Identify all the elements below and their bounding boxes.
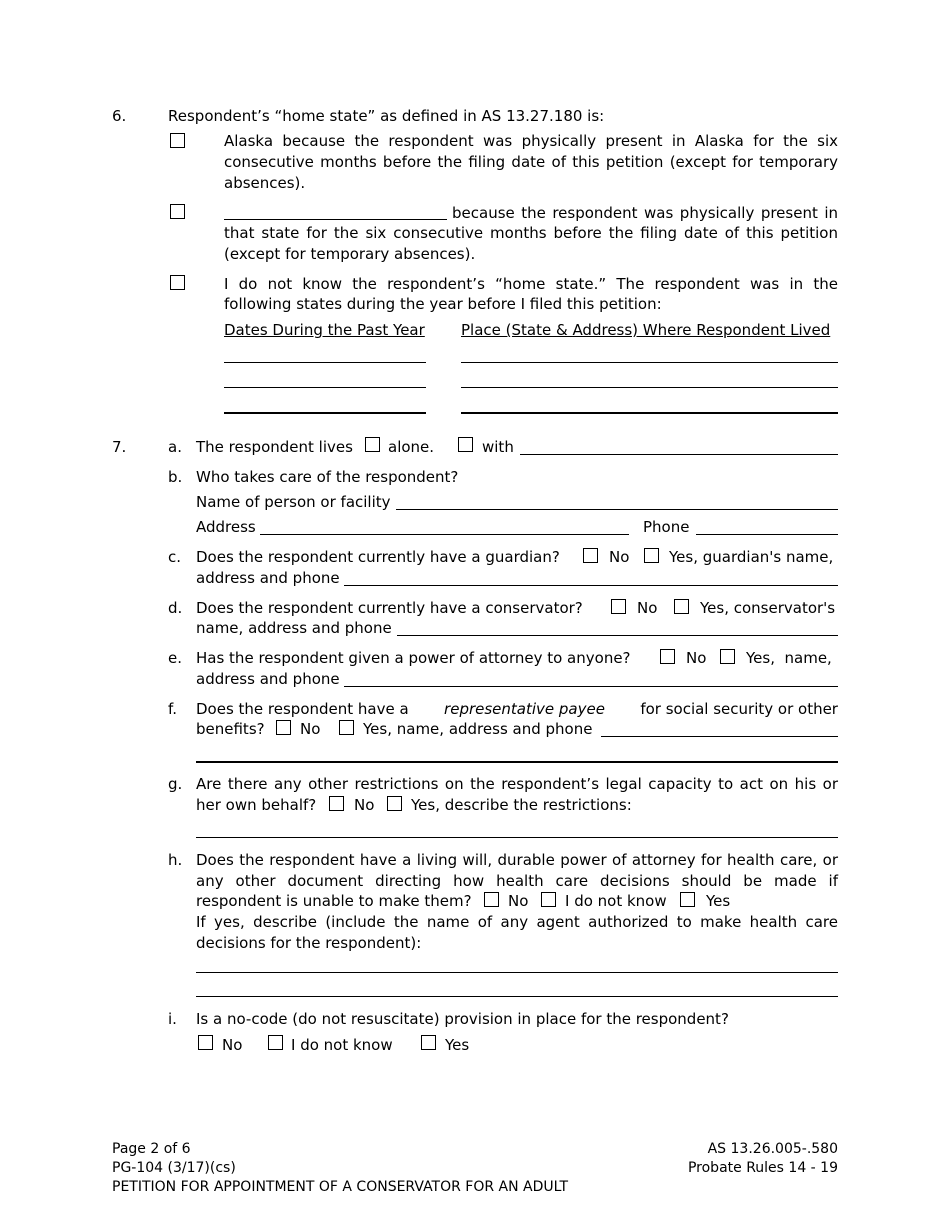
q6-dates-field-3[interactable] xyxy=(224,412,426,414)
q6-opt2-line3: (except for temporary absences). xyxy=(224,245,476,263)
q6-other-state-checkbox[interactable] xyxy=(170,204,185,219)
q7g-yes-checkbox[interactable] xyxy=(387,796,402,811)
q7d-line2: name, address and phone xyxy=(196,619,392,637)
footer-rules: Probate Rules 14 - 19 xyxy=(687,1160,838,1176)
q7e-no-checkbox[interactable] xyxy=(660,649,675,664)
q7a-with-field[interactable] xyxy=(520,454,838,455)
q7b-phone-label: Phone xyxy=(643,518,690,536)
footer-statute: AS 13.26.005-.580 xyxy=(707,1141,838,1157)
q7h-line3: respondent is unable to make them? xyxy=(196,892,472,910)
q7i-no-checkbox[interactable] xyxy=(198,1035,213,1050)
q7h-line5: decisions for the respondent): xyxy=(196,934,422,952)
q7h-line1: Does the respondent have a living will, durable power of attorney for health care, or xyxy=(196,851,838,869)
q6-unknown-checkbox[interactable] xyxy=(170,275,185,290)
q7c-yes-label: Yes, guardian's name, xyxy=(669,548,834,566)
q7d-text: Does the respondent currently have a conservator? xyxy=(196,599,583,617)
q7h-dont-know-label: I do not know xyxy=(565,892,667,910)
q7b-address-label: Address xyxy=(196,518,256,536)
q6-col-dates-header: Dates During the Past Year xyxy=(224,321,425,339)
q7c-yes-checkbox[interactable] xyxy=(644,548,659,563)
q7d-yes-checkbox[interactable] xyxy=(674,599,689,614)
q6-col-place-header: Place (State & Address) Where Respondent Lived xyxy=(461,321,831,339)
q6-opt3-line2: following states during the year before I filed this petition: xyxy=(224,295,662,313)
q7g-no-label: No xyxy=(354,796,375,814)
q7a-with-label: with xyxy=(482,438,514,456)
q7f-italic: representative payee xyxy=(444,700,605,718)
q7b-name-label: Name of person or facility xyxy=(196,493,391,511)
q7h-dont-know-checkbox[interactable] xyxy=(541,892,556,907)
q7g-yes-label: Yes, describe the restrictions: xyxy=(411,796,632,814)
q7f-text2: for social security or other xyxy=(640,700,838,718)
q7a-alone-checkbox[interactable] xyxy=(365,437,380,452)
q7d-no-checkbox[interactable] xyxy=(611,599,626,614)
q7h-describe-field-2[interactable] xyxy=(196,996,838,997)
q7h-letter: h. xyxy=(168,851,183,869)
q7f-letter: f. xyxy=(168,700,177,718)
q7f-text1: Does the respondent have a xyxy=(196,700,409,718)
q7f-line2: benefits? xyxy=(196,720,265,738)
q7e-no-label: No xyxy=(686,649,707,667)
q6-dates-field-1[interactable] xyxy=(224,362,426,363)
q6-place-field-2[interactable] xyxy=(461,387,838,388)
q6-opt1-line1: Alaska because the respondent was physically present in Alaska for the six xyxy=(224,132,838,150)
q7f-payee-field-2[interactable] xyxy=(196,761,838,763)
q7d-letter: d. xyxy=(168,599,183,617)
q7h-describe-field-1[interactable] xyxy=(196,972,838,973)
q7h-yes-checkbox[interactable] xyxy=(680,892,695,907)
q6-number: 6. xyxy=(112,107,127,125)
footer-form-title: PETITION FOR APPOINTMENT OF A CONSERVATOR FOR AN ADULT xyxy=(112,1179,569,1195)
q7i-yes-label: Yes xyxy=(445,1036,470,1054)
q7a-letter: a. xyxy=(168,438,182,456)
q7i-dont-know-checkbox[interactable] xyxy=(268,1035,283,1050)
q6-opt1-line2: consecutive months before the filing date of this petition (except for temporary xyxy=(224,153,838,171)
q6-opt2-line2: that state for the six consecutive months before the filing date of this petition xyxy=(224,224,838,242)
q7c-no-label: No xyxy=(609,548,630,566)
q7i-yes-checkbox[interactable] xyxy=(421,1035,436,1050)
q7e-yes-label: Yes, name, xyxy=(746,649,832,667)
q6-state-field[interactable] xyxy=(224,219,447,220)
q7d-no-label: No xyxy=(637,599,658,617)
q7b-letter: b. xyxy=(168,468,183,486)
q7f-yes-checkbox[interactable] xyxy=(339,720,354,735)
q6-prompt: Respondent’s “home state” as defined in AS 13.27.180 is: xyxy=(168,107,605,125)
q7i-dont-know-label: I do not know xyxy=(291,1036,393,1054)
q7c-text: Does the respondent currently have a guardian? xyxy=(196,548,560,566)
q7b-phone-field[interactable] xyxy=(696,534,838,535)
q7f-payee-field[interactable] xyxy=(601,736,838,737)
footer-page-number: Page 2 of 6 xyxy=(112,1141,191,1157)
q7b-name-field[interactable] xyxy=(396,509,838,510)
q7g-restrictions-field[interactable] xyxy=(196,837,838,838)
q7-number: 7. xyxy=(112,438,127,456)
q7b-address-field[interactable] xyxy=(260,534,629,535)
q7f-no-checkbox[interactable] xyxy=(276,720,291,735)
q7e-yes-checkbox[interactable] xyxy=(720,649,735,664)
q7d-yes-label: Yes, conservator's xyxy=(700,599,836,617)
q6-place-field-3[interactable] xyxy=(461,412,838,414)
q7h-no-checkbox[interactable] xyxy=(484,892,499,907)
q7f-line1 xyxy=(196,699,838,720)
q7h-yes-label: Yes xyxy=(706,892,731,910)
q6-opt2-line1: because the respondent was physically present in xyxy=(452,204,838,222)
q7h-no-label: No xyxy=(508,892,529,910)
q7c-line2: address and phone xyxy=(196,569,340,587)
q7e-line2: address and phone xyxy=(196,670,340,688)
q6-opt3-line1: I do not know the respondent’s “home state.” The respondent was in the xyxy=(224,275,838,293)
q7h-line2: any other document directing how health care decisions should be made if xyxy=(196,872,838,890)
q7a-with-checkbox[interactable] xyxy=(458,437,473,452)
q7d-conservator-field[interactable] xyxy=(397,635,838,636)
q6-alaska-checkbox[interactable] xyxy=(170,133,185,148)
q7g-no-checkbox[interactable] xyxy=(329,796,344,811)
q7c-guardian-field[interactable] xyxy=(344,585,838,586)
q7e-letter: e. xyxy=(168,649,182,667)
q7h-line4: If yes, describe (include the name of any agent authorized to make health care xyxy=(196,913,838,931)
q7e-text: Has the respondent given a power of attorney to anyone? xyxy=(196,649,631,667)
q7c-no-checkbox[interactable] xyxy=(583,548,598,563)
q7i-text: Is a no-code (do not resuscitate) provision in place for the respondent? xyxy=(196,1010,729,1028)
q7b-text: Who takes care of the respondent? xyxy=(196,468,459,486)
q7c-letter: c. xyxy=(168,548,182,566)
q7f-yes-label: Yes, name, address and phone xyxy=(363,720,593,738)
footer-form-number: PG-104 (3/17)(cs) xyxy=(112,1160,236,1176)
q7a-text: The respondent lives xyxy=(196,438,353,456)
q7a-alone-label: alone. xyxy=(388,438,435,456)
q7i-letter: i. xyxy=(168,1010,177,1028)
q7g-letter: g. xyxy=(168,775,183,793)
q6-opt1-line3: absences). xyxy=(224,174,306,192)
q6-dates-field-2[interactable] xyxy=(224,387,426,388)
q7g-line1: Are there any other restrictions on the respondent’s legal capacity to act on his or xyxy=(196,775,838,793)
q7e-attorney-field[interactable] xyxy=(344,686,838,687)
q6-place-field-1[interactable] xyxy=(461,362,838,363)
q7f-no-label: No xyxy=(300,720,321,738)
q7i-no-label: No xyxy=(222,1036,243,1054)
q7g-line2: her own behalf? xyxy=(196,796,317,814)
